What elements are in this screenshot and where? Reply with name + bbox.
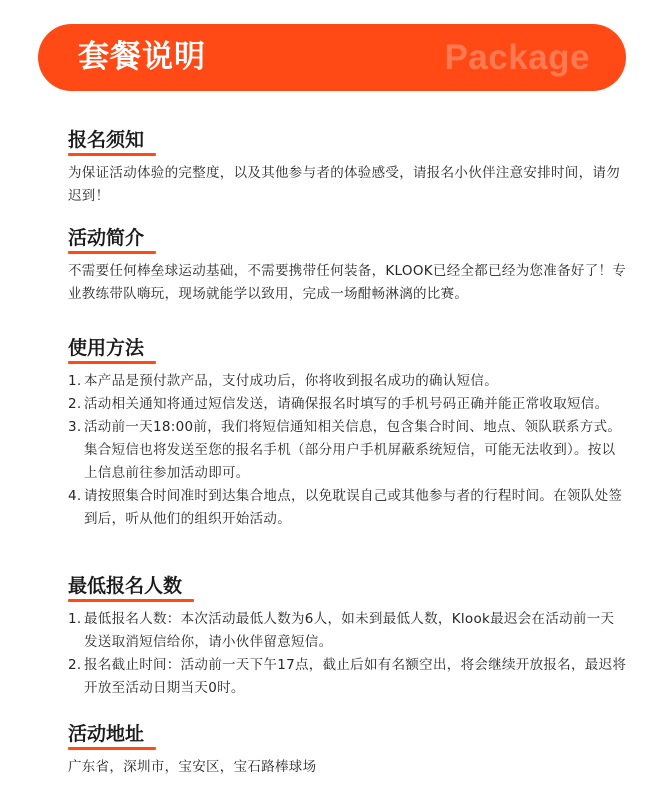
list-number: 2. (68, 657, 82, 673)
list-number: 2. (68, 396, 82, 412)
usage-list (68, 370, 628, 531)
banner-title: 套餐说明 (78, 39, 206, 75)
heading-text: 活动简介 (68, 227, 145, 249)
section-paragraph: 不需要任何棒垒球运动基础，不需要携带任何装备，KLOOK已经全都已经为您准备好了！专业教练带队嗨玩，现场就能学以致用，完成一场酣畅淋漓的比赛。 (68, 263, 627, 302)
heading-underline (68, 153, 156, 156)
list-item (68, 485, 628, 531)
minimum-list (68, 608, 628, 700)
section-activity-intro (68, 226, 628, 306)
list-number: 1. (68, 611, 82, 627)
list-number: 1. (68, 373, 82, 389)
heading-text: 活动地址 (68, 723, 145, 745)
section-paragraph: 为保证活动体验的完整度，以及其他参与者的体验感受，请报名小伙伴注意安排时间，请勿迟到！ (68, 165, 620, 204)
list-item (68, 393, 628, 416)
heading-underline (68, 747, 156, 750)
list-item (68, 416, 628, 485)
banner-watermark: Package (444, 38, 590, 77)
section-usage (68, 336, 628, 531)
list-item (68, 608, 628, 654)
heading-text: 报名须知 (68, 129, 145, 151)
section-minimum-participants (68, 574, 628, 700)
heading-underline (68, 361, 156, 364)
list-text: 本产品是预付款产品，支付成功后，你将收到报名成功的确认短信。 (84, 373, 498, 389)
section-heading (68, 128, 144, 156)
list-item (68, 370, 628, 393)
address-text: 广东省，深圳市，宝安区，宝石路棒球场 (68, 759, 317, 775)
section-activity-address (68, 722, 628, 779)
list-number: 3. (68, 419, 82, 435)
list-text: 报名截止时间：活动前一天下午17点，截止后如有名额空出，将会继续开放报名，最迟将开放至活动日期当天0时。 (84, 657, 627, 696)
package-banner (38, 24, 626, 91)
section-heading (68, 722, 144, 750)
section-heading (68, 574, 182, 602)
section-heading (68, 336, 144, 364)
list-text: 最低报名人数：本次活动最低人数为6人，如未到最低人数，Klook最迟会在活动前一天发送取消短信给你，请小伙伴留意短信。 (84, 611, 615, 650)
list-text: 活动相关通知将通过短信发送，请确保报名时填写的手机号码正确并能正常收取短信。 (84, 396, 609, 412)
list-number: 4. (68, 488, 82, 504)
list-text: 活动前一天18:00前，我们将短信通知相关信息，包含集合时间、地点、领队联系方式。集合短信也将发送至您的报名手机（部分用户手机屏蔽系统短信，可能无法收到）。按以上信息前往参加活动即可。 (84, 419, 622, 481)
heading-text: 最低报名人数 (68, 575, 183, 597)
section-heading (68, 226, 144, 254)
heading-underline (68, 599, 194, 602)
heading-text: 使用方法 (68, 337, 145, 359)
list-item (68, 654, 628, 700)
heading-underline (68, 251, 156, 254)
section-registration-notice (68, 128, 628, 208)
list-text: 请按照集合时间准时到达集合地点，以免耽误自己或其他参与者的行程时间。在领队处签到后，听从他们的组织开始活动。 (84, 488, 623, 527)
